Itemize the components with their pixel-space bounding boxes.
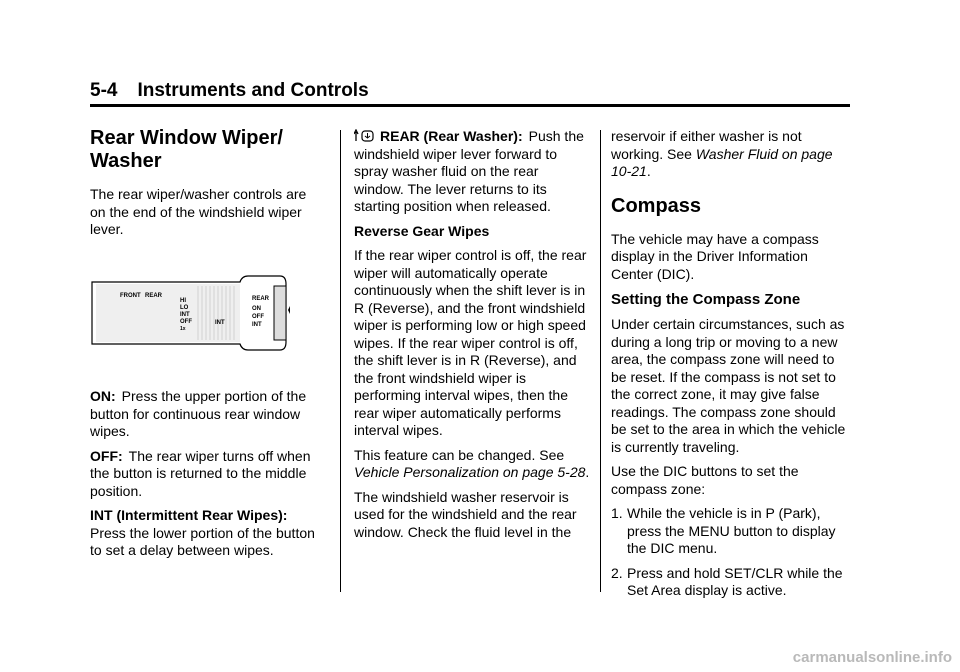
reservoir-link[interactable]: Washer Fluid on page 10-21	[611, 145, 833, 179]
label-rear-right: REAR	[252, 295, 270, 302]
feature-text: This feature can be changed. See	[354, 446, 565, 463]
rear-wiper-intro: The rear wiper/washer controls are on the end of the windshield wiper lever.	[90, 186, 307, 237]
column-1	[90, 124, 322, 567]
page-number: 5-4	[90, 80, 118, 101]
label-front: FRONT	[120, 292, 141, 299]
column-divider-2	[600, 130, 601, 592]
dic-text: Use the DIC buttons to set the compass zone:	[611, 463, 799, 497]
reservoir-end: .	[646, 163, 651, 179]
rear-wiper-heading: Rear Window Wiper/ Washer	[90, 127, 283, 172]
header-rule	[90, 104, 850, 107]
off-label: OFF:	[90, 447, 123, 464]
column-3	[611, 124, 847, 607]
on-text: Press the upper portion of the button for continuous rear window wipes.	[90, 388, 307, 439]
rear-washer-icon	[354, 129, 376, 143]
reverse-text: If the rear wiper control is off, the rear wiper will automatically operate continuously when the shift lever is in R (Reverse), and the front windshield wiper is performing low or high speed wipes. If the rear wiper control is off, the shift lever is in R (Reverse), and the front windshield wiper is performing interval wipes, then the rear wiper automatically performs interval wipes.	[354, 247, 587, 438]
feature-paragraph	[354, 447, 590, 482]
label-int-bottom: INT	[215, 319, 225, 326]
section-title: Instruments and Controls	[137, 80, 369, 101]
label-off: OFF	[180, 318, 192, 325]
on-paragraph	[90, 388, 322, 441]
off-paragraph	[90, 448, 322, 501]
column-2	[354, 124, 590, 548]
on-label: ON:	[90, 388, 116, 404]
rear-washer-text: Push the windshield wiper lever forward to spray washer fluid on the rear window. The lever returns to its starting position when released.	[354, 128, 584, 214]
int-text: Press the lower portion of the button to set a delay between wipes.	[90, 524, 315, 558]
label-rear-top: REAR	[145, 292, 163, 299]
compass-heading: Compass	[611, 194, 702, 217]
label-on: ON	[252, 305, 261, 312]
off-text: The rear wiper turns off when the button is returned to the middle position.	[90, 447, 311, 499]
feature-link[interactable]: Vehicle Personalization on page 5-28	[354, 464, 586, 480]
wiper-lever-illustration	[90, 272, 290, 354]
zone-heading: Setting the Compass Zone	[611, 291, 801, 308]
watermark: carmanualsonline.info	[792, 649, 952, 666]
label-int: INT	[180, 311, 190, 318]
label-off-right: OFF	[252, 313, 264, 320]
label-hi: HI	[180, 297, 186, 304]
zone-text: Under certain circumstances, such as during a long trip or moving to a new area, the compass zone will need to be reset. If the compass is not set to the correct zone, it may give false readings. The compass zone should be set to the area in which the vehicle is currently traveling.	[611, 316, 846, 455]
compass-text: The vehicle may have a compass display in the Driver Information Center (DIC).	[611, 230, 819, 282]
label-1x: 1x	[180, 325, 186, 332]
reservoir-text: The windshield washer reservoir is used for the windshield and the rear window. Check the fluid level in the	[354, 488, 577, 540]
label-lo: LO	[180, 304, 189, 311]
reservoir-cont: reservoir if either washer is not working. See	[611, 128, 802, 162]
feature-end: .	[585, 464, 590, 480]
rear-washer-label: REAR (Rear Washer):	[380, 128, 523, 144]
int-paragraph	[90, 507, 322, 560]
page-header	[90, 80, 850, 102]
steps-list	[611, 505, 847, 600]
list-item: 2. Press and hold SET/CLR while the Set Area display is active.	[611, 564, 843, 598]
label-int-right: INT	[252, 321, 262, 328]
column-divider-1	[340, 130, 341, 592]
rear-washer-paragraph	[354, 128, 590, 216]
reverse-heading: Reverse Gear Wipes	[354, 222, 490, 239]
reservoir-cont-paragraph	[611, 128, 847, 181]
list-item: 1. While the vehicle is in P (Park), press the MENU button to display the DIC menu.	[611, 505, 836, 556]
int-label: INT (Intermittent Rear Wipes):	[90, 507, 288, 523]
